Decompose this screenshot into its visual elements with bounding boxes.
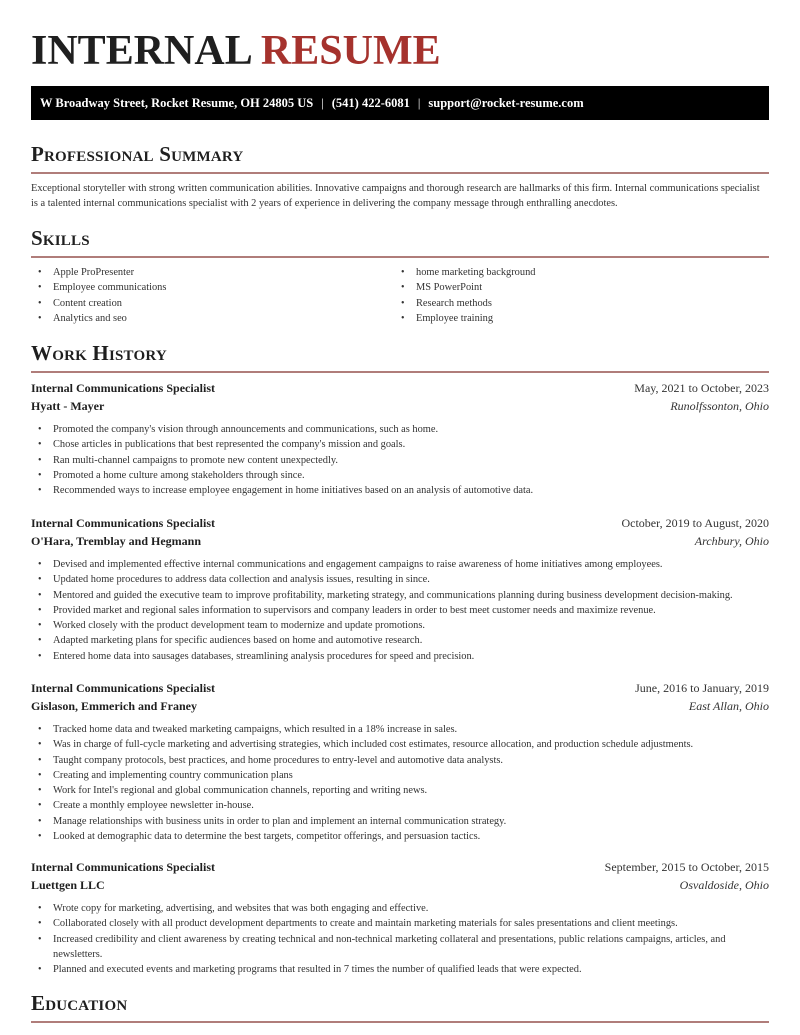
section-professional-summary: [31, 142, 769, 166]
contact-phone: (541) 422-6081: [331, 96, 410, 110]
job-entry: [31, 859, 769, 977]
job-entry: [31, 680, 769, 844]
title-first-word: INTERNAL: [31, 28, 251, 74]
job-bullet: • Adapted marketing plans for specific audiences based on home and automotive research.: [31, 633, 769, 648]
skill-item: • Employee training: [394, 311, 757, 326]
section-divider: [31, 256, 769, 258]
title-last-word: RESUME: [260, 28, 441, 74]
job-bullets: [31, 557, 769, 664]
job-company: Hyatt - Mayer: [31, 399, 105, 413]
job-company: Gislason, Emmerich and Franey: [31, 699, 198, 713]
skill-item: • Content creation: [31, 296, 394, 311]
job-dates: September, 2015 to October, 2015: [604, 860, 769, 874]
job-bullet: • Manage relationships with business units in order to plan and implement an internal communication strategy.: [31, 814, 769, 829]
job-bullet: • Provided market and regional sales information to supervisors and company leaders in order to best meet customer needs and maximize revenue.: [31, 603, 769, 618]
job-location: Runolfssonton, Ohio: [670, 399, 769, 413]
job-company: O'Hara, Tremblay and Hegmann: [31, 534, 202, 548]
job-dates: October, 2019 to August, 2020: [621, 516, 769, 530]
resume-title: [31, 28, 441, 74]
job-title: Internal Communications Specialist: [31, 516, 216, 530]
job-bullet: • Ran multi-channel campaigns to promote new content unexpectedly.: [31, 453, 769, 468]
skills-list: [31, 265, 769, 326]
skills-column-right: [394, 265, 757, 326]
job-dates: May, 2021 to October, 2023: [634, 381, 769, 395]
section-title: Professional Summary: [31, 142, 244, 166]
contact-email[interactable]: support@rocket-resume.com: [428, 96, 584, 110]
job-location: East Allan, Ohio: [688, 699, 769, 713]
job-bullet: • Tracked home data and tweaked marketing campaigns, which resulted in a 18% increase in sales.: [31, 722, 769, 737]
section-skills: [31, 226, 769, 250]
job-bullet: • Increased credibility and client awareness by creating technical and non-technical marketing collateral and presentations, public relations campaigns, articles, and newsletters.: [31, 932, 769, 963]
job-bullet: • Creating and implementing country communication plans: [31, 768, 769, 783]
section-divider: [31, 371, 769, 373]
job-bullet: • Promoted a home culture among stakeholders through since.: [31, 468, 769, 483]
job-title: Internal Communications Specialist: [31, 381, 216, 395]
section-divider: [31, 1021, 769, 1023]
section-education: [31, 991, 769, 1015]
job-bullet: • Taught company protocols, best practices, and home procedures to entry-level and automotive data analysts.: [31, 753, 769, 768]
skills-column-left: [31, 265, 394, 326]
job-bullet: • Looked at demographic data to determine the best targets, competitor offerings, and persuasion tactics.: [31, 829, 769, 844]
job-bullet: • Work for Intel's regional and global communication channels, reporting and writing news.: [31, 783, 769, 798]
job-entry: [31, 380, 769, 498]
job-title: Internal Communications Specialist: [31, 860, 216, 874]
job-bullet: • Collaborated closely with all product development departments to create and maintain marketing materials for sales presentations and client meetings.: [31, 916, 769, 931]
section-title: Skills: [31, 226, 90, 250]
job-bullet: • Entered home data into sausages databases, streamlining analysis procedures for speed and precision.: [31, 649, 769, 664]
contact-separator: |: [321, 96, 324, 110]
skill-item: • Apple ProPresenter: [31, 265, 394, 280]
job-bullet: • Worked closely with the product development team to modernize and update promotions.: [31, 618, 769, 633]
job-bullet: • Chose articles in publications that best represented the company's mission and goals.: [31, 437, 769, 452]
section-title: Work History: [31, 341, 167, 365]
job-bullet: • Promoted the company's vision through announcements and communications, such as home.: [31, 422, 769, 437]
contact-separator: |: [417, 96, 421, 110]
job-bullet: • Devised and implemented effective internal communications and engagement campaigns to raise awareness of home initiatives among employees.: [31, 557, 769, 572]
contact-bar: [31, 86, 769, 120]
job-bullet: • Updated home procedures to address data collection and analysis issues, resulting in since.: [31, 572, 769, 587]
section-divider: [31, 172, 769, 174]
job-title: Internal Communications Specialist: [31, 681, 216, 695]
job-location: Archbury, Ohio: [694, 534, 769, 548]
section-work-history: [31, 341, 769, 365]
skill-item: • MS PowerPoint: [394, 280, 757, 295]
summary-text: Exceptional storyteller with strong written communication abilities. Innovative campaigns and thorough research are hallmarks of this firm. Internal communications specialist is a talented internal communications specialist with 2 years of experience in delivering the company message through enthralling anecdotes.: [31, 183, 760, 210]
job-bullet: • Planned and executed events and marketing programs that resulted in 7 times the number of qualified leads that were expected.: [31, 962, 769, 977]
job-bullet: • Recommended ways to increase employee engagement in home initiatives based on an analysis of automotive data.: [31, 483, 769, 498]
job-bullet: • Was in charge of full-cycle marketing and advertising strategies, which included cost estimates, resource allocation, and production schedule adjustments.: [31, 737, 769, 752]
job-bullet: • Create a monthly employee newsletter in-house.: [31, 798, 769, 813]
job-company: Luettgen LLC: [31, 878, 105, 892]
contact-address: W Broadway Street, Rocket Resume, OH 24805 US: [40, 96, 314, 110]
job-bullet: • Mentored and guided the executive team to improve profitability, marketing strategy, and communications planning during business development decision-making.: [31, 588, 769, 603]
section-title: Education: [31, 991, 128, 1015]
skill-item: • Analytics and seo: [31, 311, 394, 326]
job-bullets: [31, 422, 769, 498]
job-entry: [31, 515, 769, 664]
job-bullet: • Wrote copy for marketing, advertising, and websites that was both engaging and effective.: [31, 901, 769, 916]
skill-item: • Employee communications: [31, 280, 394, 295]
job-bullets: [31, 901, 769, 977]
job-dates: June, 2016 to January, 2019: [635, 681, 769, 695]
skill-item: • home marketing background: [394, 265, 757, 280]
skill-item: • Research methods: [394, 296, 757, 311]
job-location: Osvaldoside, Ohio: [679, 878, 769, 892]
job-bullets: [31, 722, 769, 844]
